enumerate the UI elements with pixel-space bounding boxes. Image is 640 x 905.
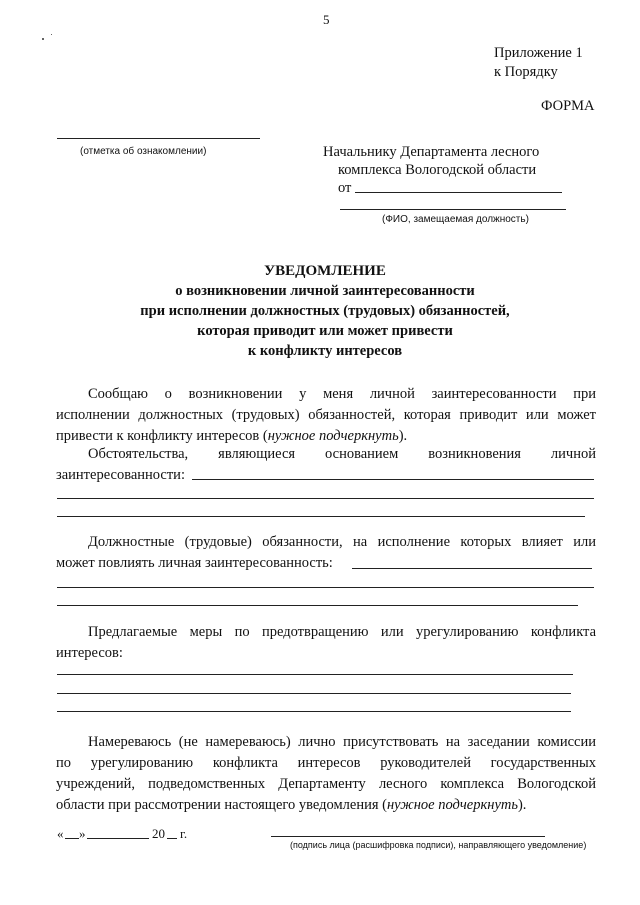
addressee-line-1: Начальнику Департамента лесного	[323, 144, 540, 160]
from-label: от	[338, 180, 352, 196]
paragraph-2-line-2: заинтересованности:	[56, 467, 185, 483]
appendix-line-2: к Порядку	[494, 64, 558, 80]
measures-field-line-1[interactable]	[57, 674, 573, 675]
duties-field-line-1[interactable]	[352, 568, 592, 569]
paragraph-1-line-2: исполнении должностных (трудовых) обязанностей, которая приводит или может	[56, 407, 596, 423]
form-label: ФОРМА	[541, 98, 595, 114]
scan-speck	[42, 38, 44, 40]
acknowledgement-caption: (отметка об ознакомлении)	[80, 146, 207, 157]
date-year-prefix: 20	[152, 826, 165, 841]
paragraph-5-line-4: области при рассмотрении настоящего уведомления (нужное подчеркнуть).	[56, 797, 527, 813]
duties-field-line-3[interactable]	[57, 605, 578, 606]
from-line	[355, 192, 562, 193]
duties-field-line-2[interactable]	[57, 587, 594, 588]
paragraph-notification	[56, 384, 596, 447]
date-year-suffix: г.	[180, 826, 188, 841]
measures-field-line-2[interactable]	[57, 693, 571, 694]
paragraph-3-line-2: может повлиять личная заинтересованность:	[56, 555, 333, 571]
circumstances-field-line-2[interactable]	[57, 498, 594, 499]
date-close-quote: »	[79, 826, 86, 841]
paragraph-2-line-1: Обстоятельства, являющиеся основанием возникновения личной	[88, 446, 596, 462]
date-year-field[interactable]	[167, 838, 177, 839]
fio-caption: (ФИО, замещаемая должность)	[382, 214, 529, 225]
title-line-5: к конфликту интересов	[247, 343, 403, 359]
title-line-4: которая приводит или может привести	[197, 323, 453, 339]
date-month-field[interactable]	[87, 838, 149, 839]
addressee-line-2: комплекса Вологодской области	[338, 162, 537, 178]
title-line-3: при исполнении должностных (трудовых) обязанностей,	[140, 303, 510, 319]
document-title: УВЕДОМЛЕНИЕ	[264, 263, 386, 279]
paragraph-5-line-2: по урегулированию конфликта интересов руководителей государственных	[56, 755, 596, 771]
circumstances-field-line-1[interactable]	[192, 479, 594, 480]
paragraph-5-line-1: Намереваюсь (не намереваюсь) лично присутствовать на заседании комиссии	[88, 734, 596, 750]
signature-caption: (подпись лица (расшифровка подписи), направляющего уведомление)	[290, 840, 587, 850]
signature-line[interactable]	[271, 836, 545, 837]
paragraph-1-line-1: Сообщаю о возникновении у меня личной заинтересованности при	[88, 386, 596, 402]
page-number: 5	[323, 12, 330, 27]
paragraph-1-line-3: привести к конфликту интересов (нужное подчеркнуть).	[56, 428, 408, 444]
title-line-2: о возникновении личной заинтересованности	[175, 283, 475, 299]
paragraph-4-line-1: Предлагаемые меры по предотвращению или урегулированию конфликта	[88, 624, 596, 640]
paragraph-4-line-2: интересов:	[56, 645, 123, 661]
date-day-field[interactable]	[65, 838, 79, 839]
measures-field-line-3[interactable]	[57, 711, 571, 712]
paragraph-measures	[56, 622, 596, 664]
appendix-line-1: Приложение 1	[494, 45, 583, 61]
date-open-quote: «	[57, 826, 64, 841]
paragraph-3-line-1: Должностные (трудовые) обязанности, на исполнение которых влияет или	[88, 534, 596, 550]
paragraph-5-line-3: учреждений, подведомственных Департаменту лесного комплекса Вологодской	[56, 776, 596, 792]
acknowledgement-line	[57, 138, 260, 139]
circumstances-field-line-3[interactable]	[57, 516, 585, 517]
fio-line	[340, 209, 566, 210]
scan-speck	[51, 34, 52, 35]
paragraph-attendance	[56, 732, 596, 816]
